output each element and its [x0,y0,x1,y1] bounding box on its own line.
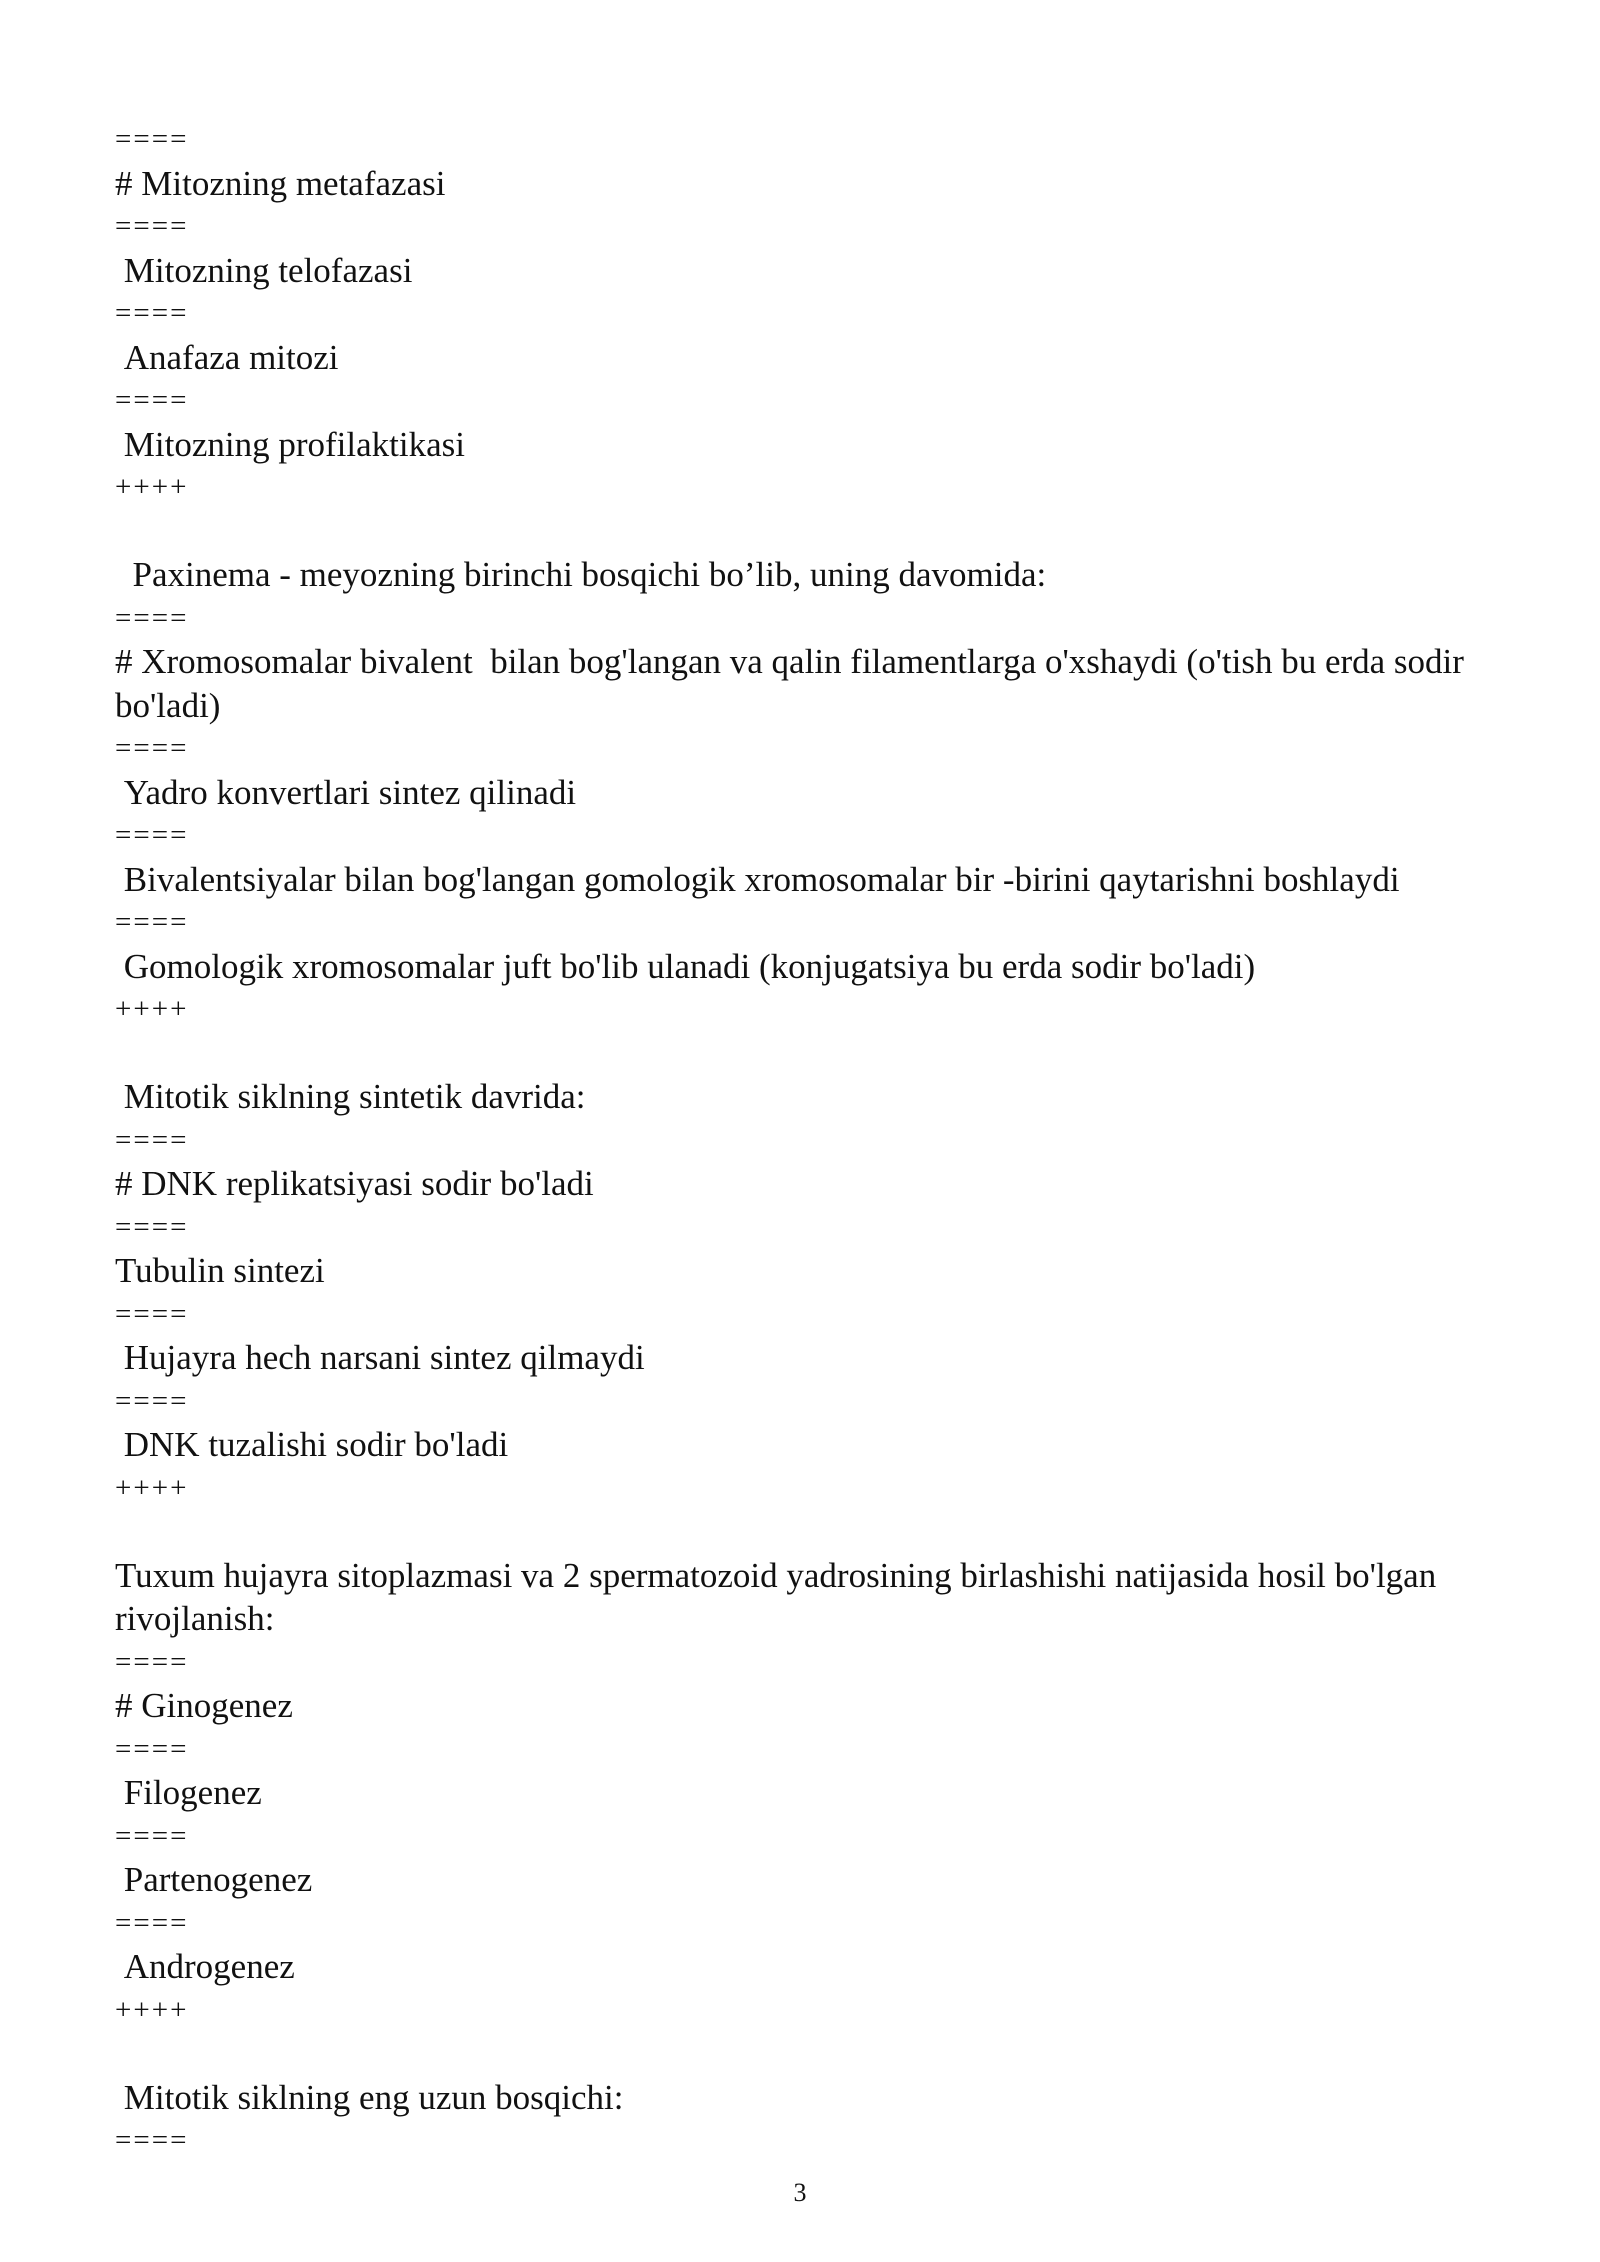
text-line: DNK tuzalishi sodir bo'ladi [115,1425,509,1464]
text-line: Hujayra hech narsani sintez qilmaydi [115,1338,645,1377]
option-separator: ==== [115,601,189,634]
correct-answer-line: # Xromosomalar bivalent bilan bog'langan va qalin filamentlarga o'xshaydi (o'tish bu erda sodir bo'ladi) [115,642,1473,725]
option-separator: ==== [115,1123,189,1156]
option-separator: ==== [115,210,189,242]
text-line: Filogenez [115,1773,262,1812]
text-line: Yadro konvertlari sintez qilinadi [115,772,577,812]
option-separator: ==== [115,732,189,764]
text-line: Tuxum hujayra sitoplazmasi va 2 spermatozoid yadrosining birlashishi natijasida hosil bo'lgan rivojlanish: [115,1555,1445,1638]
blank-line [115,1032,1545,1076]
correct-answer-line: # Ginogenez [115,1686,293,1725]
page-number: 3 [793,2178,807,2207]
blank-line [115,1510,1545,1554]
option-separator: ==== [115,384,189,416]
text-line: Mitozning telofazasi [115,250,413,290]
option-separator: ==== [115,297,189,329]
question-end-marker: ++++ [115,1471,189,1504]
text-line: Partenogenez [115,1860,313,1899]
question-end-marker: ++++ [115,993,189,1025]
text-line: Gomologik xromosomalar juft bo'lib ulanadi (konjugatsiya bu erda sodir bo'ladi) [115,946,1256,986]
option-separator: ==== [115,1906,189,1939]
text-line: Mitozning profilaktikasi [115,424,465,464]
option-separator: ==== [115,1645,189,1678]
option-separator: ==== [115,1384,189,1417]
option-separator: ==== [115,906,189,938]
option-separator: ==== [115,819,189,851]
option-separator: ==== [115,2124,189,2156]
text-line: Mitotik siklning eng uzun bosqichi: [115,2077,624,2117]
text-line: Bivalentsiyalar bilan bog'langan gomologik xromosomalar bir -birini qaytarishni boshlaydi [115,859,1400,899]
blank-line [115,2032,1545,2076]
option-separator: ==== [115,1297,189,1330]
page-content [115,118,1545,2163]
text-line: Androgenez [115,1947,295,1986]
text-line: Tubulin sintezi [115,1251,325,1290]
option-separator: ==== [115,123,189,155]
option-separator: ==== [115,1210,189,1243]
text-line: Anafaza mitozi [115,337,339,377]
blank-line [115,510,1545,554]
question-end-marker: ++++ [115,471,189,503]
correct-answer-line: # Mitozning metafazasi [115,163,446,203]
question-end-marker: ++++ [115,1993,189,2026]
correct-answer-line: # DNK replikatsiyasi sodir bo'ladi [115,1164,594,1203]
text-line: Paxinema - meyozning birinchi bosqichi bo’lib, uning davomida: [115,555,1047,594]
option-separator: ==== [115,1819,189,1852]
text-line: Mitotik siklning sintetik davrida: [115,1077,586,1116]
option-separator: ==== [115,1732,189,1765]
